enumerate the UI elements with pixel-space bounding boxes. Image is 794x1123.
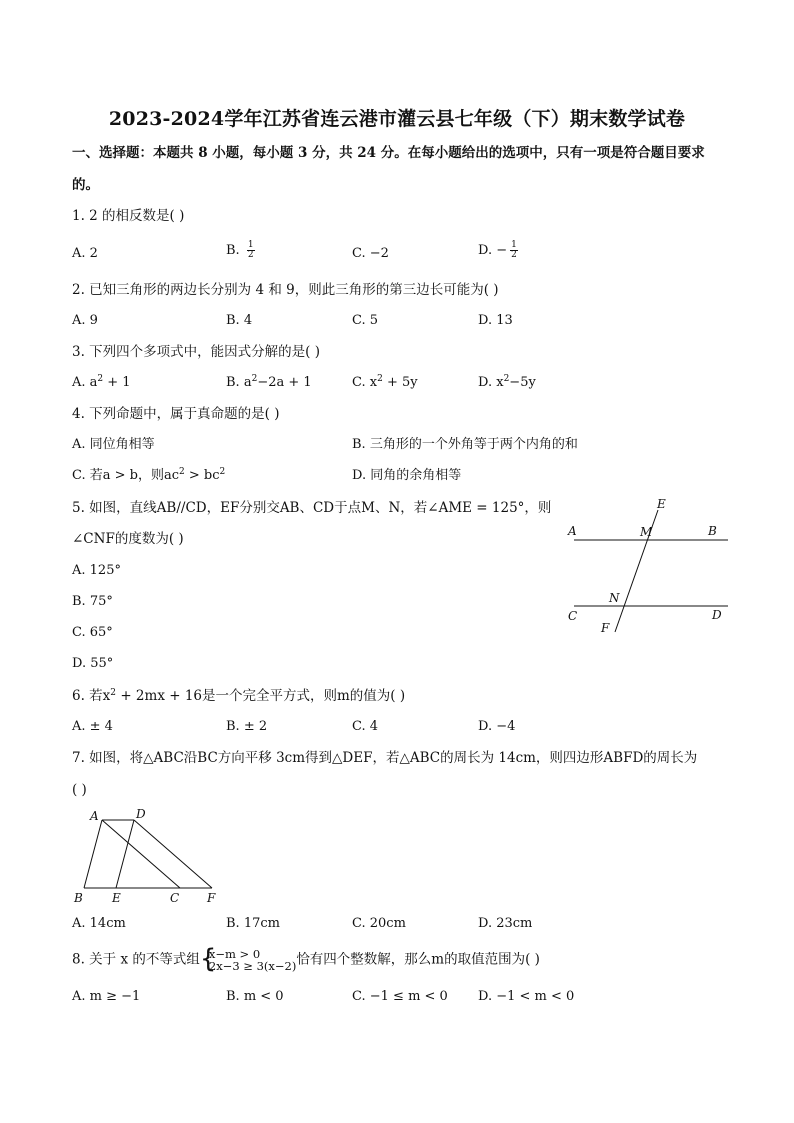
q3-stem: 3. 下列四个多项式中，能因式分解的是( ) (72, 344, 320, 360)
q3-b-rest: −2a + 1 (257, 375, 312, 390)
q7-stem-line2: ( ) (72, 782, 87, 798)
q4-option-c (72, 467, 225, 485)
q6-stem-start: 6. 若x (72, 688, 111, 704)
q8-option-a: A. m ≥ −1 (72, 989, 141, 1004)
q6-option-b: B. ± 2 (226, 719, 268, 734)
q8-inequality-2: 2x−3 ≥ 3(x−2) (208, 959, 297, 973)
q4-c-exponent1: 2 (179, 467, 185, 477)
q1-option-d-prefix: D. − (478, 243, 508, 258)
q3-d-exponent: 2 (503, 374, 510, 384)
q5-label-b: B (708, 524, 717, 538)
q5-label-n: N (609, 591, 620, 605)
q1-b-denominator: 2 (247, 250, 254, 260)
q1-option-a: A. 2 (72, 246, 98, 261)
q4-option-a: A. 同位角相等 (72, 437, 155, 452)
q3-a-rest: + 1 (103, 375, 131, 390)
q5-option-b: B. 75° (72, 594, 113, 609)
q8-stem (72, 944, 540, 974)
q8-inequality-1: x−m > 0 (208, 947, 261, 961)
q8-inequality-system (199, 944, 297, 974)
q6-stem-end: + 2mx + 16是一个完全平方式，则m的值为( ) (116, 688, 406, 704)
q1-option-c: C. −2 (352, 246, 389, 261)
q3-option-d (478, 374, 536, 392)
q8-option-c: C. −1 ≤ m < 0 (352, 989, 448, 1004)
q5-option-c: C. 65° (72, 625, 113, 640)
q5-option-d: D. 55° (72, 656, 114, 671)
q4-option-d: D. 同角的余角相等 (352, 468, 462, 483)
q7-stem-line1: 7. 如图，将△ABC沿BC方向平移 3cm得到△DEF，若△ABC的周长为 14cm，则四边形ABFD的周长为 (72, 750, 698, 766)
q2-option-a: A. 9 (72, 313, 98, 328)
q7-option-b: B. 17cm (226, 916, 280, 931)
q3-c-exponent: 2 (377, 374, 383, 384)
q2-stem: 2. 已知三角形的两边长分别为 4 和 9，则此三角形的第三边长可能为( ) (72, 282, 499, 298)
q3-b-base: B. a (226, 375, 252, 390)
q5-label-e: E (657, 497, 666, 511)
q5-stem-line1: 5. 如图，直线AB//CD，EF分别交AB、CD于点M、N，若∠AME = 125°，则 (72, 500, 552, 516)
q4-stem: 4. 下列命题中，属于真命题的是( ) (72, 406, 280, 422)
q3-c-rest: + 5y (382, 375, 418, 390)
q8-brace-icon: { (199, 944, 217, 974)
q1-b-numerator: 1 (247, 240, 254, 250)
q6-option-d: D. −4 (478, 719, 516, 734)
section-heading-line2: 的。 (72, 177, 99, 193)
q3-option-b (226, 374, 312, 392)
q6-option-c: C. 4 (352, 719, 379, 734)
q5-stem-line2: ∠CNF的度数为( ) (72, 531, 184, 547)
q3-option-a (72, 374, 131, 392)
q4-c-exponent2: 2 (219, 467, 226, 477)
q5-label-c: C (568, 609, 578, 623)
q5-label-f: F (601, 621, 610, 635)
q6-exponent: 2 (110, 688, 117, 698)
q5-parallel-lines-figure (560, 492, 730, 640)
q1-option-d-fraction (510, 241, 518, 260)
q3-d-rest: −5y (509, 375, 536, 390)
q1-option-b (226, 241, 255, 260)
q7-segment-ab (84, 820, 102, 888)
q8-option-d: D. −1 < m < 0 (478, 989, 575, 1004)
q2-option-d: D. 13 (478, 313, 513, 328)
q1-stem: 1. 2 的相反数是( ) (72, 208, 185, 224)
q3-a-exponent: 2 (97, 374, 104, 384)
q8-option-b: B. m < 0 (226, 989, 284, 1004)
q7-label-b: B (74, 891, 83, 905)
q7-label-e: E (112, 891, 121, 905)
q5-label-d: D (712, 608, 722, 622)
q3-a-base: A. a (72, 375, 98, 390)
q8-stem-start: 8. 关于 x 的不等式组 (72, 951, 200, 968)
q3-b-exponent: 2 (251, 374, 258, 384)
q5-label-a: A (568, 524, 577, 538)
q3-c-base: C. x (352, 375, 378, 390)
q7-option-d: D. 23cm (478, 916, 533, 931)
q1-option-b-prefix: B. (226, 243, 244, 258)
q7-label-f: F (207, 891, 216, 905)
q7-label-a: A (90, 809, 99, 823)
q7-option-c: C. 20cm (352, 916, 406, 931)
q1-d-numerator: 1 (511, 240, 517, 250)
q5-label-m: M (640, 525, 653, 539)
q6-option-a: A. ± 4 (72, 719, 113, 734)
q7-segment-df (134, 820, 212, 888)
q4-option-b: B. 三角形的一个外角等于两个内角的和 (352, 437, 578, 452)
q1-d-denominator: 2 (511, 250, 517, 260)
q7-option-a: A. 14cm (72, 916, 126, 931)
q1-option-d (478, 241, 518, 260)
q7-translation-figure (70, 804, 230, 908)
q7-label-c: C (170, 891, 180, 905)
q4-c-part1: C. 若a > b，则ac (72, 468, 180, 483)
q3-d-base: D. x (478, 375, 504, 390)
q2-option-c: C. 5 (352, 313, 379, 328)
q2-option-b: B. 4 (226, 313, 253, 328)
q7-segment-de (116, 820, 134, 888)
q4-c-part2: > bc (184, 468, 220, 483)
exam-title: 2023-2024学年江苏省连云港市灌云县七年级（下）期末数学试卷 (108, 108, 686, 130)
q5-option-a: A. 125° (72, 563, 121, 578)
q7-label-d: D (136, 807, 146, 821)
q7-segment-ac (102, 820, 180, 888)
q8-stem-end: 恰有四个整数解，那么m的取值范围为( ) (296, 951, 540, 968)
q3-option-c (352, 374, 418, 392)
section-heading-line1: 一、选择题：本题共 8 小题，每小题 3 分，共 24 分。在每小题给出的选项中，只有一项是符合题目要求 (72, 145, 705, 161)
q1-option-b-fraction (247, 241, 255, 260)
q6-stem (72, 686, 405, 706)
